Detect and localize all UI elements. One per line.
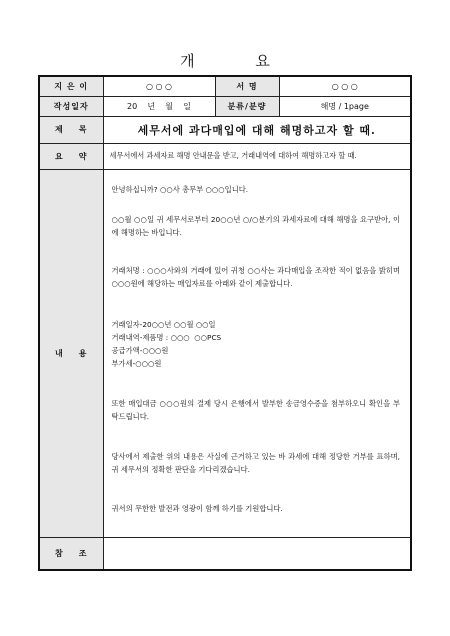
- reference-value: [103, 537, 411, 570]
- closing-paragraph: 귀서의 무한한 발전과 영광이 함께 하기를 기원합니다.: [111, 503, 283, 513]
- reference-row: [39, 537, 411, 570]
- date-value: 20 년 월 일: [103, 96, 215, 116]
- statement-paragraph: 거래처명 : ○○○사와의 거래에 있어 귀청 ○○사는 과다매입을 조작한 적이 없음을 밝히며 ○○○원에 해당하는 매입자료를 아래와 같이 제출합니다.: [111, 265, 400, 288]
- request-paragraph: ○○월 ○○일 귀 세무서로부터 20○○년 ○/○분기의 과세자료에 대해 해명을 요구받아, 이에 해명하는 바입니다.: [111, 214, 400, 237]
- page-title: 개 요: [180, 52, 298, 70]
- greeting-paragraph: 안녕하십니까? ○○사 총무부 ○○○입니다.: [111, 184, 249, 194]
- category-label: 분류/분량: [215, 96, 279, 116]
- author-label: 지 은 이: [39, 76, 103, 96]
- summary-label: 요 약: [39, 143, 103, 169]
- category-value: 해명 / 1page: [279, 96, 411, 116]
- name-value: ○ ○ ○: [279, 76, 411, 96]
- subject-label: 제 목: [39, 116, 103, 143]
- content-body: [103, 169, 411, 537]
- subject-value: 세무서에 과다매입에 대해 해명하고자 할 때.: [103, 116, 411, 143]
- document-form: [38, 75, 412, 571]
- author-row: [39, 76, 411, 96]
- reference-label: 참 조: [39, 537, 103, 570]
- subject-row: [39, 116, 411, 143]
- list-item: 거래일자-20○○년 ○○월 ○○일: [111, 319, 216, 329]
- list-item: 거래내역-제품명 : ○○○ ○○PCS: [111, 332, 222, 342]
- content-label: 내 용: [39, 169, 103, 537]
- content-row: [39, 169, 411, 537]
- name-label: 서 명: [215, 76, 279, 96]
- summary-value: 세무서에서 과세자료 해명 안내문을 받고, 거래내역에 대하여 해명하고자 할 때.: [103, 143, 411, 169]
- author-value: ○ ○ ○: [103, 76, 215, 96]
- list-item: 공급가액-○○○원: [111, 345, 169, 355]
- receipt-paragraph: 또한 매입대금 ○○○원의 결제 당시 은행에서 발부한 송금영수증을 첨부하오니 확인을 부탁드립니다.: [111, 398, 400, 421]
- date-label: 작성일자: [39, 96, 103, 116]
- list-item: 부가세-○○○원: [111, 358, 162, 368]
- date-row: [39, 96, 411, 116]
- summary-row: [39, 143, 411, 169]
- conclusion-paragraph: 당사에서 제출한 위의 내용은 사실에 근거하고 있는 바 과세에 대해 정당한 거부를 표하며, 귀 세무서의 정확한 판단을 기다리겠습니다.: [111, 451, 400, 474]
